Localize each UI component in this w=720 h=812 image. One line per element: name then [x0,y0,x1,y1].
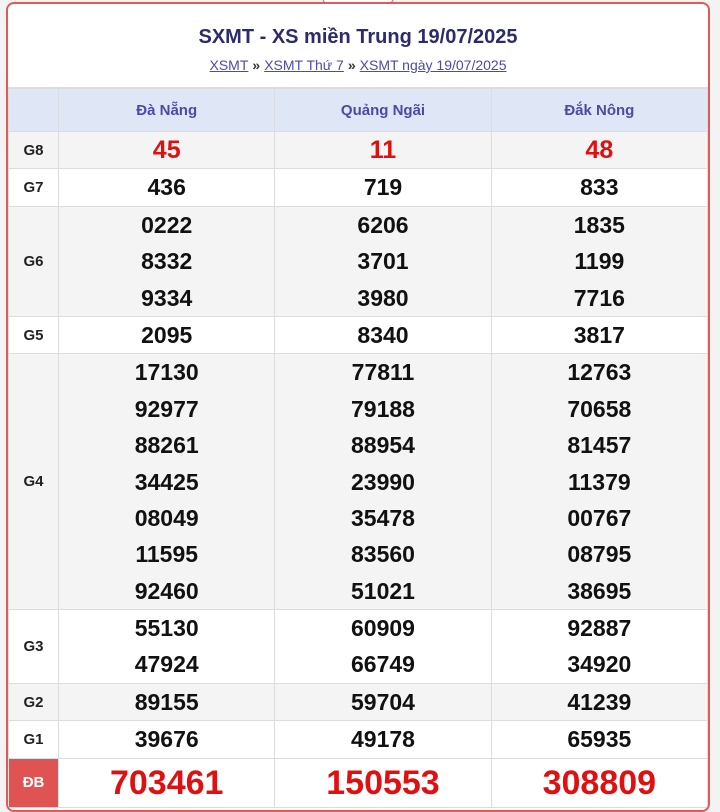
province-header-row [9,89,708,132]
prize-row [9,683,708,720]
prize-cell [491,206,707,316]
prize-number: 92977 [134,395,199,422]
prize-number: 45 [152,136,181,164]
prize-cell [275,316,491,353]
prize-cell [491,610,707,684]
page-title: SXMT - XS miền Trung 19/07/2025 [198,26,518,48]
prize-number: 3980 [357,284,409,311]
prize-cell [275,132,491,169]
prize-label: G6 [9,206,59,316]
prize-label: G7 [9,169,59,206]
prize-cell [275,721,491,758]
prize-number: 2095 [141,321,193,348]
prize-number: 88954 [351,432,415,459]
prize-number: 77811 [351,359,415,386]
prize-number: 719 [363,174,403,201]
prize-row [9,206,708,316]
prize-label: ĐB [9,758,59,807]
prize-cell [491,132,707,169]
prize-cell [491,683,707,720]
prize-number: 8332 [141,248,193,275]
prize-row [9,721,708,758]
prize-number: 833 [580,174,619,201]
prize-cell [491,316,707,353]
prize-number: 59704 [351,688,415,715]
prize-row [9,132,708,169]
prize-number: 9334 [141,284,193,311]
results-header [8,4,708,88]
province-name[interactable]: Đà Nẵng [59,89,275,132]
province-name[interactable]: Quảng Ngãi [275,89,491,132]
prize-label: G3 [9,610,59,684]
breadcrumb-link-date[interactable]: XSMT ngày 19/07/2025 [359,57,507,73]
corner-cell [9,89,59,132]
prize-cell [59,721,275,758]
prize-cell [275,206,491,316]
prize-cell [275,169,491,206]
prize-number: 8340 [357,321,409,348]
prize-row [9,169,708,206]
prize-number: 0222 [141,211,193,238]
prize-cell [59,316,275,353]
prize-cell [59,206,275,316]
prize-number: 89155 [134,688,199,715]
breadcrumb-separator: » [347,57,356,73]
prize-number: 23990 [351,468,415,495]
prize-number: 81457 [567,432,632,459]
prize-cell [59,354,275,610]
prize-label: G8 [9,132,59,169]
prize-cell [275,610,491,684]
results-table [8,88,708,808]
prize-number: 6206 [357,211,409,238]
prize-number: 60909 [351,615,415,642]
prize-number: 3817 [573,321,625,348]
prize-number: 92887 [567,615,632,642]
prize-row [9,354,708,610]
prize-number: 49178 [351,726,415,753]
prize-cell [59,610,275,684]
prize-number: 7716 [573,284,625,311]
prize-number: 11 [369,136,397,164]
prize-cell [59,132,275,169]
prize-number: 12763 [567,359,632,386]
prize-number: 34920 [567,651,632,678]
breadcrumb-separator: » [252,57,261,73]
prize-cell [59,758,275,807]
prize-number: 703461 [109,763,224,802]
prize-cell [275,354,491,610]
prize-cell [59,169,275,206]
prize-number: 48 [585,136,614,164]
prize-number: 92460 [134,577,199,604]
prize-cell [59,683,275,720]
prize-number: 34425 [134,468,199,495]
prize-number: 47924 [134,651,199,678]
prize-number: 1835 [573,211,625,238]
prize-number: 308809 [542,763,657,802]
prize-number: 55130 [134,615,199,642]
breadcrumb-link-xsmt[interactable]: XSMT [209,57,249,73]
prize-number: 88261 [134,432,199,459]
prize-number: 51021 [351,577,415,604]
prize-number: 39676 [134,726,199,753]
prize-cell [491,721,707,758]
prize-label: G4 [9,354,59,610]
prize-number: 38695 [567,577,632,604]
prize-number: 70658 [567,395,632,422]
province-name[interactable]: Đắk Nông [491,89,707,132]
prize-number: 11379 [567,468,631,495]
prize-number: 150553 [326,763,440,802]
prize-row [9,316,708,353]
prize-number: 66749 [351,651,415,678]
prize-number: 436 [147,174,186,201]
prize-row [9,758,708,807]
prize-number: 83560 [351,541,415,568]
prize-number: 79188 [351,395,415,422]
prize-label: G1 [9,721,59,758]
prize-number: 08795 [567,541,632,568]
prize-number: 41239 [567,688,632,715]
prize-cell [275,683,491,720]
breadcrumb [8,56,708,74]
prize-label: G5 [9,316,59,353]
results-panel [6,2,710,812]
prize-number: 00767 [567,504,632,531]
prize-number: 65935 [567,726,632,753]
prize-number: 3701 [357,248,409,275]
prize-number: 11595 [135,541,199,568]
prize-label: G2 [9,683,59,720]
prize-cell [491,758,707,807]
prize-cell [491,169,707,206]
prize-number: 35478 [351,504,415,531]
prize-number: 08049 [134,504,199,531]
prize-cell [491,354,707,610]
prize-number: 17130 [134,359,199,386]
prize-number: 1199 [574,248,625,275]
prize-cell [275,758,491,807]
breadcrumb-link-weekday[interactable]: XSMT Thứ 7 [264,57,344,73]
prize-row [9,610,708,684]
